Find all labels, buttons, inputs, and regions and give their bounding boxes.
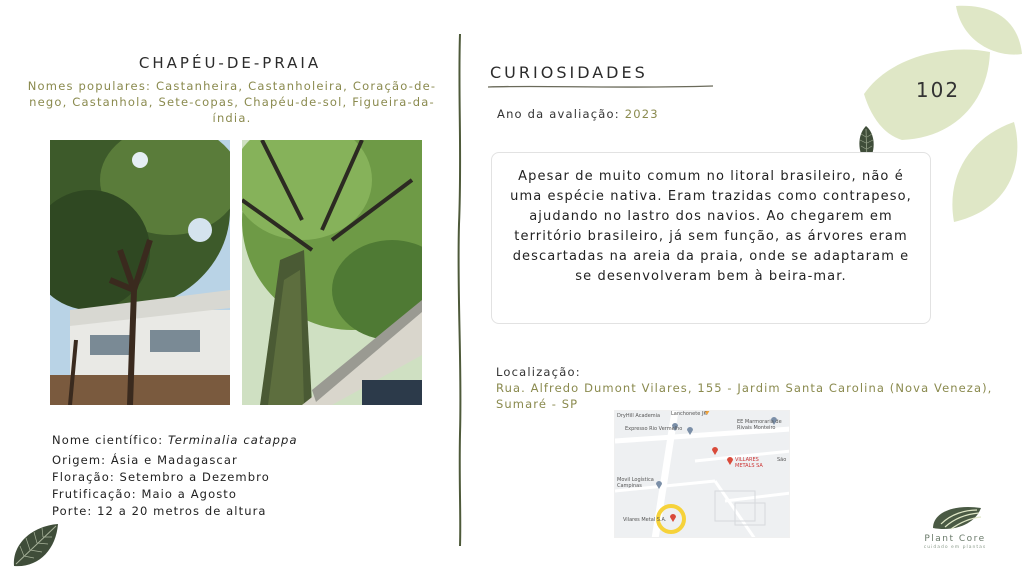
curiosity-text: Apesar de muito comum no litoral brasileiro, não é uma espécie nativa. Eram trazidas como contrapeso, ajudando no lastro dos navios. Ao chegarem em território brasileiro, já sem função, as árvores eram descartadas na areia da praia, onde se adaptaram e se desenvolveram bem à beira-mar. bbox=[510, 169, 912, 284]
map-label-drywall: DryHill Academia bbox=[617, 413, 661, 419]
page-number: 102 bbox=[915, 78, 961, 102]
origin: Origem: Ásia e Madagascar bbox=[52, 453, 238, 467]
location-map[interactable] bbox=[614, 410, 790, 538]
leaf-bottom-decoration bbox=[10, 522, 60, 570]
evaluation-year-label: Ano da avaliação: bbox=[497, 107, 625, 121]
evaluation-year-value: 2023 bbox=[624, 107, 659, 121]
map-label-villares-metals: VILLARES METALS SA bbox=[735, 457, 763, 469]
size: Porte: 12 a 20 metros de altura bbox=[52, 504, 267, 518]
title-underline bbox=[488, 84, 713, 90]
map-label-sao: São bbox=[777, 457, 787, 463]
logo-tagline: cuidado em plantas bbox=[923, 545, 987, 550]
plant-core-logo-icon bbox=[915, 500, 1005, 560]
map-label-expresso: Expresso Rio Vermelho bbox=[625, 426, 683, 432]
scientific-name-label: Nome científico: bbox=[52, 433, 168, 447]
map-label-marmoraria: EE Marmoraria de Rivais Monteiro bbox=[737, 419, 782, 431]
logo-name: Plant Core bbox=[924, 534, 986, 544]
flowering: Floração: Setembro a Dezembro bbox=[52, 470, 270, 484]
scientific-name bbox=[52, 432, 452, 449]
leaf-right-decoration bbox=[944, 118, 1024, 226]
column-divider bbox=[455, 34, 465, 546]
curiosities-title: CURIOSIDADES bbox=[490, 63, 648, 82]
scientific-name-value: Terminalia catappa bbox=[168, 433, 298, 447]
tree-photo-right bbox=[242, 140, 422, 405]
tree-photo-left bbox=[50, 140, 230, 405]
species-title: CHAPÉU-DE-PRAIA bbox=[138, 54, 322, 72]
curiosity-box bbox=[491, 152, 931, 324]
popular-names: Nomes populares: Castanheira, Castanholeira, Coração-de-nego, Castanhola, Sete-copas, Chapéu-de-sol, Figueira-da-índia. bbox=[27, 79, 437, 125]
fruiting: Frutificação: Maio a Agosto bbox=[52, 487, 238, 501]
location-address: Rua. Alfredo Dumont Vilares, 155 - Jardim Santa Carolina (Nova Veneza), Sumaré - SP bbox=[496, 381, 993, 411]
evaluation-year bbox=[497, 107, 659, 121]
location-label: Localização: bbox=[496, 365, 581, 379]
species-facts bbox=[52, 432, 452, 520]
map-label-movil: Movil Logística Campinas bbox=[617, 477, 654, 489]
map-label-vilares-metal: Vilares Metal S.A. bbox=[623, 517, 667, 523]
map-label-lanchonete: Lanchonete JK bbox=[671, 411, 707, 417]
